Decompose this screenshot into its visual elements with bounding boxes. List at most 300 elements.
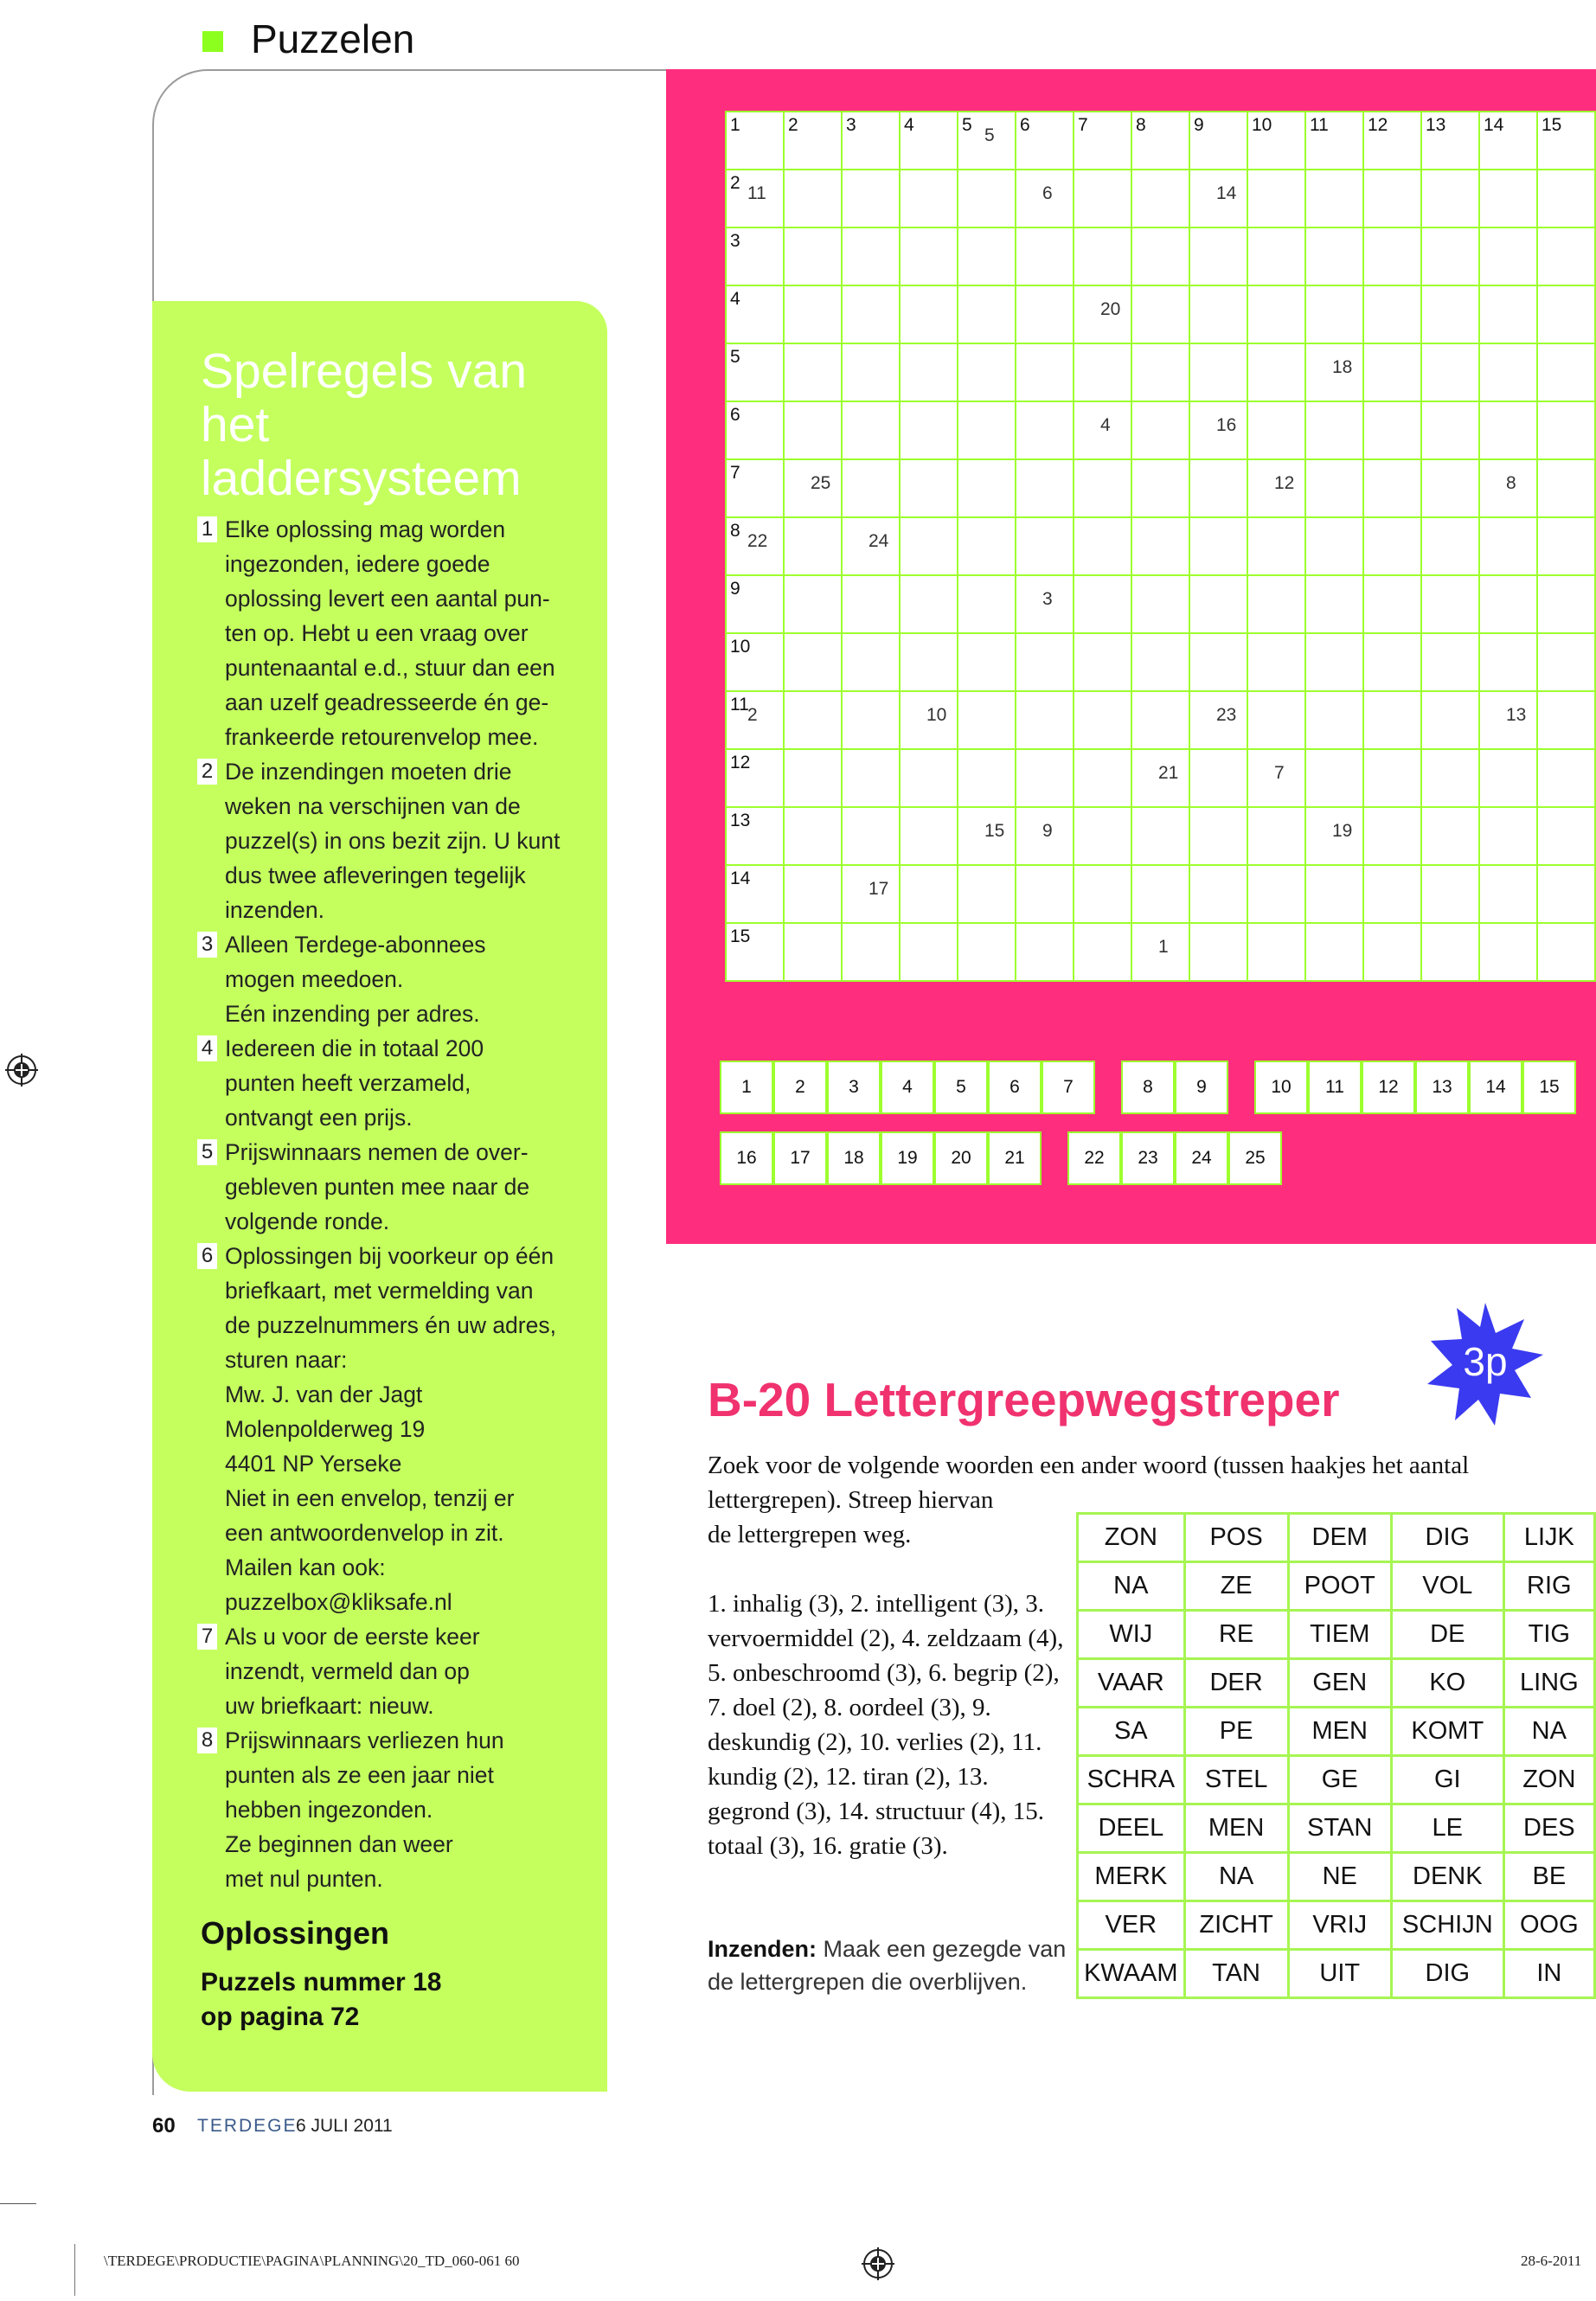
grid-cell[interactable] xyxy=(1073,690,1132,750)
grid-cell[interactable] xyxy=(1247,343,1306,402)
grid-cell[interactable] xyxy=(1247,516,1306,576)
grid-cell[interactable] xyxy=(1131,690,1190,750)
grid-cell[interactable] xyxy=(957,574,1016,634)
grid-cell[interactable] xyxy=(957,632,1016,692)
rule-text: Als u voor de eerste keer inzendt, vermeld dan op uw briefkaart: nieuw. xyxy=(225,1624,480,1719)
grid-cell[interactable] xyxy=(899,632,958,692)
syllable-cell[interactable]: SA xyxy=(1078,1708,1185,1756)
grid-cell[interactable] xyxy=(1304,864,1364,924)
grid-cell[interactable] xyxy=(841,748,901,808)
grid-cell[interactable] xyxy=(1420,632,1480,692)
grid-cell[interactable] xyxy=(1189,748,1248,808)
syllable-cell[interactable]: POOT xyxy=(1288,1562,1391,1611)
syllable-cell[interactable]: STAN xyxy=(1288,1804,1391,1853)
syllable-cell[interactable]: RE xyxy=(1184,1611,1288,1659)
grid-cell[interactable] xyxy=(1189,458,1248,518)
grid-cell[interactable] xyxy=(1189,574,1248,634)
grid-cell[interactable] xyxy=(899,227,958,286)
grid-cell[interactable] xyxy=(1362,285,1422,344)
grid-cell[interactable] xyxy=(1536,343,1596,402)
syllable-cell[interactable]: DEEL xyxy=(1078,1804,1185,1853)
rule-item xyxy=(195,927,576,1031)
grid-cell[interactable] xyxy=(957,516,1016,576)
syllable-cell[interactable]: DEM xyxy=(1288,1514,1391,1562)
grid-cell[interactable] xyxy=(1073,227,1132,286)
grid-cell[interactable] xyxy=(841,922,901,982)
grid-cell[interactable] xyxy=(1015,111,1074,170)
grid-cell[interactable] xyxy=(1015,922,1074,982)
syllable-cell[interactable]: MERK xyxy=(1078,1853,1185,1901)
answer-box[interactable]: 21 xyxy=(988,1131,1042,1185)
answer-box[interactable]: 7 xyxy=(1042,1061,1095,1114)
answer-box[interactable]: 2 xyxy=(773,1061,827,1114)
grid-cell[interactable] xyxy=(1536,574,1596,634)
syllable-cell[interactable]: SCHIJN xyxy=(1391,1901,1503,1950)
grid-cell[interactable] xyxy=(725,922,785,982)
grid-cell[interactable] xyxy=(1478,574,1538,634)
grid-cell[interactable] xyxy=(1420,574,1480,634)
grid-cell[interactable] xyxy=(1073,632,1132,692)
grid-cell[interactable] xyxy=(1073,806,1132,866)
syllable-cell[interactable]: TAN xyxy=(1184,1950,1288,1998)
grid-cell[interactable] xyxy=(725,343,785,402)
grid-cell[interactable] xyxy=(1362,806,1422,866)
grid-cell[interactable] xyxy=(899,748,958,808)
rule-number: 6 xyxy=(197,1243,217,1269)
grid-cell[interactable] xyxy=(841,574,901,634)
grid-cell[interactable] xyxy=(899,516,958,576)
syllable-cell[interactable]: TIEM xyxy=(1288,1611,1391,1659)
grid-cell[interactable] xyxy=(957,748,1016,808)
answer-box[interactable]: 5 xyxy=(934,1061,988,1114)
grid-cell[interactable] xyxy=(899,806,958,866)
grid-cell[interactable] xyxy=(1304,748,1364,808)
syllable-cell[interactable]: VER xyxy=(1078,1901,1185,1950)
answer-box[interactable]: 19 xyxy=(881,1131,934,1185)
syllable-cell[interactable]: ZE xyxy=(1184,1562,1288,1611)
rule-number: 1 xyxy=(197,516,217,542)
grid-cell[interactable] xyxy=(1362,864,1422,924)
syllable-cell[interactable]: NA xyxy=(1503,1708,1594,1756)
answer-box[interactable]: 24 xyxy=(1175,1131,1228,1185)
grid-cell[interactable] xyxy=(1420,922,1480,982)
grid-cell[interactable] xyxy=(1362,922,1422,982)
answer-box[interactable]: 6 xyxy=(988,1061,1042,1114)
grid-cell[interactable] xyxy=(957,458,1016,518)
grid-cell[interactable] xyxy=(1362,748,1422,808)
grid-cell[interactable] xyxy=(1189,343,1248,402)
syllable-cell[interactable]: IN xyxy=(1503,1950,1594,1998)
grid-cell[interactable] xyxy=(1304,458,1364,518)
syllable-cell[interactable]: DES xyxy=(1503,1804,1594,1853)
column-number: 10 xyxy=(1252,115,1272,135)
syllable-row xyxy=(1078,1950,1595,1998)
grid-cell[interactable] xyxy=(1073,458,1132,518)
grid-cell[interactable] xyxy=(725,864,785,924)
grid-cell[interactable] xyxy=(1362,111,1422,170)
syllable-cell[interactable]: DER xyxy=(1184,1659,1288,1708)
grid-cell[interactable] xyxy=(1362,401,1422,460)
grid-cell[interactable] xyxy=(1478,227,1538,286)
syllable-cell[interactable]: NA xyxy=(1078,1562,1185,1611)
grid-cell[interactable] xyxy=(1247,285,1306,344)
grid-cell[interactable] xyxy=(1304,574,1364,634)
grid-cell[interactable] xyxy=(1247,922,1306,982)
answer-box[interactable]: 20 xyxy=(934,1131,988,1185)
grid-cell[interactable] xyxy=(1247,574,1306,634)
clue-list: 1. inhalig (3), 2. intelligent (3), 3. vervoermiddel (2), 4. zeldzaam (4), 5. onbeschroomd (3), 6. begrip (2), 7. doel (2), 8. oordeel (3), 9. deskundig (2), 10. verlies (2), 11. kundig (2), 12. tiran (2), 13. gegrond (3), 14. structuur (4), 15. totaal (3), 16. gratie (3). xyxy=(708,1590,1064,1860)
grid-cell[interactable] xyxy=(1131,458,1190,518)
grid-cell[interactable] xyxy=(957,343,1016,402)
syllable-cell[interactable]: LE xyxy=(1391,1804,1503,1853)
grid-cell[interactable] xyxy=(783,748,843,808)
grid-cell[interactable] xyxy=(957,864,1016,924)
syllable-cell[interactable]: KOMT xyxy=(1391,1708,1503,1756)
grid-cell[interactable] xyxy=(1420,516,1480,576)
grid-cell[interactable] xyxy=(725,632,785,692)
grid-cell[interactable] xyxy=(1073,111,1132,170)
grid-cell[interactable] xyxy=(841,285,901,344)
grid-cell[interactable] xyxy=(1247,690,1306,750)
grid-cell[interactable] xyxy=(1536,806,1596,866)
grid-cell[interactable] xyxy=(1015,748,1074,808)
row-number: 12 xyxy=(730,753,751,772)
grid-cell[interactable] xyxy=(899,574,958,634)
grid-cell[interactable] xyxy=(1478,169,1538,228)
grid-cell[interactable] xyxy=(783,632,843,692)
letter-key-number: 20 xyxy=(1100,299,1121,319)
grid-cell[interactable] xyxy=(783,401,843,460)
row-number: 11 xyxy=(730,695,749,715)
grid-cell[interactable] xyxy=(1189,806,1248,866)
grid-cell[interactable] xyxy=(1420,401,1480,460)
grid-cell[interactable] xyxy=(841,458,901,518)
grid-cell[interactable] xyxy=(1015,227,1074,286)
grid-cell[interactable] xyxy=(899,169,958,228)
grid-cell[interactable] xyxy=(1189,632,1248,692)
grid-cell[interactable] xyxy=(783,169,843,228)
letter-key-number: 10 xyxy=(926,705,947,725)
grid-cell[interactable] xyxy=(1536,632,1596,692)
grid-cell[interactable] xyxy=(1362,458,1422,518)
grid-cell[interactable] xyxy=(1536,922,1596,982)
syllable-cell[interactable]: OOG xyxy=(1503,1901,1594,1950)
syllable-cell[interactable]: VAAR xyxy=(1078,1659,1185,1708)
grid-cell[interactable] xyxy=(1189,111,1248,170)
syllable-cell[interactable]: KO xyxy=(1391,1659,1503,1708)
grid-cell[interactable] xyxy=(1247,864,1306,924)
syllable-cell[interactable]: MEN xyxy=(1288,1708,1391,1756)
grid-cell[interactable] xyxy=(1362,227,1422,286)
syllable-row xyxy=(1078,1562,1595,1611)
answer-box[interactable]: 1 xyxy=(720,1061,773,1114)
grid-cell[interactable] xyxy=(725,806,785,866)
grid-cell[interactable] xyxy=(1073,748,1132,808)
grid-cell[interactable] xyxy=(1247,632,1306,692)
grid-cell[interactable] xyxy=(1304,227,1364,286)
grid-cell[interactable] xyxy=(1304,285,1364,344)
grid-cell[interactable] xyxy=(957,922,1016,982)
grid-cell[interactable] xyxy=(1362,632,1422,692)
grid-cell[interactable] xyxy=(1247,806,1306,866)
answer-box[interactable]: 10 xyxy=(1254,1061,1308,1114)
grid-cell[interactable] xyxy=(1304,690,1364,750)
syllable-cell[interactable]: RIG xyxy=(1503,1562,1594,1611)
grid-cell[interactable] xyxy=(1536,227,1596,286)
grid-cell[interactable] xyxy=(957,227,1016,286)
grid-cell[interactable] xyxy=(1362,169,1422,228)
grid-cell[interactable] xyxy=(1420,748,1480,808)
answer-box[interactable]: 3 xyxy=(827,1061,881,1114)
send-text: Maak een gezegde van de lettergrepen die overblijven. xyxy=(708,1936,1067,1995)
grid-cell[interactable] xyxy=(1536,458,1596,518)
grid-cell[interactable] xyxy=(1015,632,1074,692)
syllable-cell[interactable]: POS xyxy=(1184,1514,1288,1562)
letter-key-number: 3 xyxy=(1042,589,1053,609)
grid-cell[interactable] xyxy=(1015,401,1074,460)
puzzle-title: B-20 Lettergreepwegstreper xyxy=(708,1373,1340,1426)
grid-cell[interactable] xyxy=(783,574,843,634)
grid-cell[interactable] xyxy=(1131,285,1190,344)
grid-cell[interactable] xyxy=(1247,111,1306,170)
grid-cell[interactable] xyxy=(1131,806,1190,866)
answer-box[interactable]: 13 xyxy=(1415,1061,1469,1114)
grid-cell[interactable] xyxy=(1420,111,1480,170)
syllable-cell[interactable]: DE xyxy=(1391,1611,1503,1659)
syllable-cell[interactable]: UIT xyxy=(1288,1950,1391,1998)
answer-box[interactable]: 14 xyxy=(1469,1061,1522,1114)
grid-cell[interactable] xyxy=(725,111,785,170)
letter-key-number: 14 xyxy=(1216,183,1237,203)
answer-box[interactable]: 17 xyxy=(773,1131,827,1185)
letter-key-number: 4 xyxy=(1100,415,1111,435)
syllable-cell[interactable]: VOL xyxy=(1391,1562,1503,1611)
syllable-cell[interactable]: TIG xyxy=(1503,1611,1594,1659)
grid-cell[interactable] xyxy=(1478,632,1538,692)
syllable-cell[interactable]: LING xyxy=(1503,1659,1594,1708)
grid-cell[interactable] xyxy=(841,111,901,170)
grid-cell[interactable] xyxy=(783,285,843,344)
grid-cell[interactable] xyxy=(1420,806,1480,866)
syllable-cell[interactable]: ZICHT xyxy=(1184,1901,1288,1950)
answer-box[interactable]: 23 xyxy=(1121,1131,1175,1185)
grid-cell[interactable] xyxy=(1304,169,1364,228)
grid-cell[interactable] xyxy=(1478,401,1538,460)
grid-cell[interactable] xyxy=(1189,285,1248,344)
grid-cell[interactable] xyxy=(725,574,785,634)
grid-cell[interactable] xyxy=(1131,343,1190,402)
grid-cell[interactable] xyxy=(1073,574,1132,634)
grid-cell[interactable] xyxy=(1015,458,1074,518)
answer-box[interactable]: 25 xyxy=(1228,1131,1282,1185)
rule-item xyxy=(195,1135,576,1239)
grid-cell[interactable] xyxy=(1304,516,1364,576)
grid-cell[interactable] xyxy=(957,169,1016,228)
rules-list xyxy=(195,512,576,1896)
grid-cell[interactable] xyxy=(1131,864,1190,924)
syllable-cell[interactable]: STEL xyxy=(1184,1756,1288,1804)
grid-cell[interactable] xyxy=(1420,169,1480,228)
grid-cell[interactable] xyxy=(725,285,785,344)
grid-cell[interactable] xyxy=(1015,285,1074,344)
grid-cell[interactable] xyxy=(783,111,843,170)
syllable-cell[interactable]: PE xyxy=(1184,1708,1288,1756)
syllable-cell[interactable]: WIJ xyxy=(1078,1611,1185,1659)
grid-cell[interactable] xyxy=(1362,690,1422,750)
grid-cell[interactable] xyxy=(1189,922,1248,982)
grid-cell[interactable] xyxy=(1189,864,1248,924)
grid-cell[interactable] xyxy=(1478,285,1538,344)
answer-box[interactable]: 8 xyxy=(1121,1061,1175,1114)
grid-cell[interactable] xyxy=(841,690,901,750)
syllable-cell[interactable]: NA xyxy=(1184,1853,1288,1901)
grid-cell[interactable] xyxy=(783,516,843,576)
syllable-cell[interactable]: KWAAM xyxy=(1078,1950,1185,1998)
grid-cell[interactable] xyxy=(1247,401,1306,460)
grid-cell[interactable] xyxy=(725,401,785,460)
syllable-cell[interactable]: DENK xyxy=(1391,1853,1503,1901)
grid-cell[interactable] xyxy=(899,922,958,982)
grid-cell[interactable] xyxy=(725,227,785,286)
grid-cell[interactable] xyxy=(1073,343,1132,402)
grid-cell[interactable] xyxy=(1131,516,1190,576)
answer-box[interactable]: 15 xyxy=(1522,1061,1576,1114)
grid-cell[interactable] xyxy=(1478,516,1538,576)
grid-cell[interactable] xyxy=(1478,922,1538,982)
syllable-cell[interactable]: BE xyxy=(1503,1853,1594,1901)
grid-cell[interactable] xyxy=(1131,401,1190,460)
answer-box[interactable]: 16 xyxy=(720,1131,773,1185)
grid-cell[interactable] xyxy=(1478,343,1538,402)
syllable-cell[interactable]: DIG xyxy=(1391,1514,1503,1562)
grid-cell[interactable] xyxy=(1073,864,1132,924)
syllable-cell[interactable]: GEN xyxy=(1288,1659,1391,1708)
syllable-cell[interactable]: VRIJ xyxy=(1288,1901,1391,1950)
syllable-cell[interactable]: MEN xyxy=(1184,1804,1288,1853)
column-number: 15 xyxy=(1542,115,1562,135)
column-number: 9 xyxy=(1194,115,1204,135)
syllable-cell[interactable]: GE xyxy=(1288,1756,1391,1804)
grid-cell[interactable] xyxy=(1304,111,1364,170)
answer-box[interactable]: 18 xyxy=(827,1131,881,1185)
grid-cell[interactable] xyxy=(957,690,1016,750)
syllable-cell[interactable]: ZON xyxy=(1078,1514,1185,1562)
grid-cell[interactable] xyxy=(1536,516,1596,576)
grid-cell[interactable] xyxy=(1420,285,1480,344)
grid-cell[interactable] xyxy=(1247,227,1306,286)
syllable-cell[interactable]: NE xyxy=(1288,1853,1391,1901)
grid-cell[interactable] xyxy=(1189,227,1248,286)
grid-cell[interactable] xyxy=(1420,343,1480,402)
grid-cell[interactable] xyxy=(1304,401,1364,460)
grid-cell[interactable] xyxy=(1189,516,1248,576)
answer-box[interactable]: 12 xyxy=(1362,1061,1415,1114)
grid-cell[interactable] xyxy=(783,806,843,866)
grid-cell[interactable] xyxy=(1536,169,1596,228)
grid-cell[interactable] xyxy=(725,458,785,518)
grid-cell[interactable] xyxy=(841,632,901,692)
grid-cell[interactable] xyxy=(1420,227,1480,286)
grid-cell[interactable] xyxy=(957,285,1016,344)
syllable-row xyxy=(1078,1804,1595,1853)
grid-cell[interactable] xyxy=(1536,401,1596,460)
syllable-cell[interactable]: ZON xyxy=(1503,1756,1594,1804)
grid-cell[interactable] xyxy=(841,343,901,402)
answer-box[interactable]: 9 xyxy=(1175,1061,1228,1114)
grid-cell[interactable] xyxy=(1420,690,1480,750)
grid-cell[interactable] xyxy=(841,806,901,866)
grid-cell[interactable] xyxy=(899,864,958,924)
grid-cell[interactable] xyxy=(957,401,1016,460)
column-number: 13 xyxy=(1426,115,1446,135)
grid-cell[interactable] xyxy=(1362,343,1422,402)
grid-cell[interactable] xyxy=(783,227,843,286)
grid-cell[interactable] xyxy=(783,864,843,924)
grid-cell[interactable] xyxy=(1015,343,1074,402)
answer-box[interactable]: 4 xyxy=(881,1061,934,1114)
grid-cell[interactable] xyxy=(1478,806,1538,866)
grid-cell[interactable] xyxy=(1131,574,1190,634)
grid-cell[interactable] xyxy=(899,401,958,460)
grid-cell[interactable] xyxy=(841,169,901,228)
grid-cell[interactable] xyxy=(1073,169,1132,228)
grid-cell[interactable] xyxy=(1304,632,1364,692)
grid-cell[interactable] xyxy=(1536,864,1596,924)
grid-cell[interactable] xyxy=(725,748,785,808)
print-slug: \TERDEGE\PRODUCTIE\PAGINA\PLANNING\20_TD_060-061 60 xyxy=(104,2253,520,2269)
grid-cell[interactable] xyxy=(783,343,843,402)
grid-cell[interactable] xyxy=(1536,285,1596,344)
grid-cell[interactable] xyxy=(783,922,843,982)
grid-cell[interactable] xyxy=(1420,864,1480,924)
grid-cell[interactable] xyxy=(1536,690,1596,750)
grid-cell[interactable] xyxy=(1478,864,1538,924)
grid-cell[interactable] xyxy=(1536,111,1596,170)
grid-cell[interactable] xyxy=(1073,516,1132,576)
grid-cell[interactable] xyxy=(1362,574,1422,634)
grid-cell[interactable] xyxy=(899,111,958,170)
syllable-cell[interactable]: DIG xyxy=(1391,1950,1503,1998)
grid-cell[interactable] xyxy=(1304,922,1364,982)
grid-cell[interactable] xyxy=(1362,516,1422,576)
grid-cell[interactable] xyxy=(899,458,958,518)
grid-cell[interactable] xyxy=(1478,111,1538,170)
syllable-cell[interactable]: GI xyxy=(1391,1756,1503,1804)
grid-cell[interactable] xyxy=(1536,748,1596,808)
grid-cell[interactable] xyxy=(1131,111,1190,170)
grid-cell[interactable] xyxy=(783,690,843,750)
grid-cell[interactable] xyxy=(1131,632,1190,692)
column-number: 8 xyxy=(1136,115,1146,135)
grid-cell[interactable] xyxy=(1478,748,1538,808)
answer-box[interactable]: 22 xyxy=(1067,1131,1121,1185)
grid-cell[interactable] xyxy=(841,401,901,460)
answer-box[interactable]: 11 xyxy=(1308,1061,1362,1114)
grid-cell[interactable] xyxy=(1131,169,1190,228)
syllable-cell[interactable]: LIJK xyxy=(1503,1514,1594,1562)
syllable-cell[interactable]: SCHRA xyxy=(1078,1756,1185,1804)
grid-cell[interactable] xyxy=(1073,922,1132,982)
grid-cell[interactable] xyxy=(1247,169,1306,228)
grid-cell[interactable] xyxy=(1015,690,1074,750)
grid-cell[interactable] xyxy=(1015,516,1074,576)
grid-cell[interactable] xyxy=(1420,458,1480,518)
grid-cell[interactable] xyxy=(1015,864,1074,924)
grid-cell[interactable] xyxy=(899,285,958,344)
grid-cell[interactable] xyxy=(841,227,901,286)
grid-cell[interactable] xyxy=(1131,227,1190,286)
grid-cell[interactable] xyxy=(899,343,958,402)
